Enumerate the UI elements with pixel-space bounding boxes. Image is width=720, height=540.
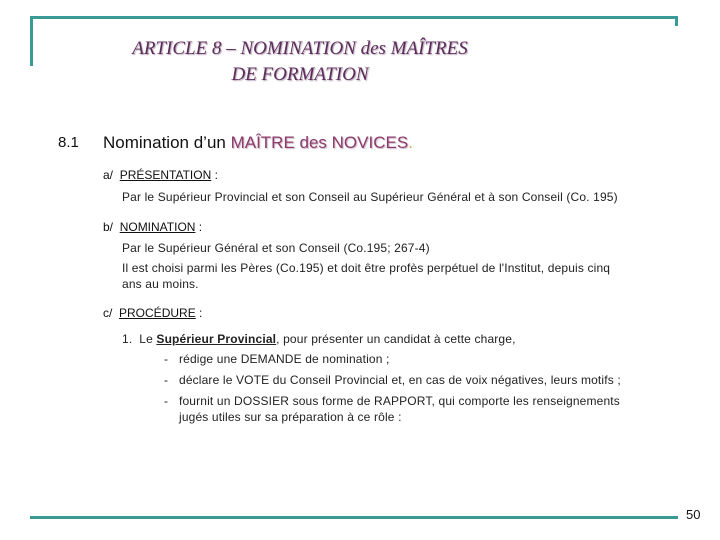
frame-top-rule — [30, 16, 678, 19]
procedure-bullet-3-continuation: jugés utiles sur sa préparation à ce rôle : — [179, 410, 402, 424]
subsection-b-line-2: Il est choisi parmi les Pères (Co.195) et doit être profès perpétuel de l'Institut, depuis cinq — [122, 261, 611, 275]
frame-left-rule — [30, 16, 33, 66]
subsection-b-line-1: Par le Supérieur Général et son Conseil (Co.195; 267-4) — [122, 241, 430, 255]
section-number: 8.1 — [58, 134, 79, 151]
frame-bottom-rule — [30, 516, 678, 519]
procedure-item-1-prefix: Le — [139, 332, 157, 346]
subsection-b-marker: b/ — [103, 220, 114, 234]
procedure-bullet-3 — [164, 393, 620, 425]
bullet-dash: - — [164, 373, 169, 387]
title-line-2: DE FORMATION — [231, 64, 369, 85]
procedure-item-1-suffix: , pour présenter un candidat à cette charge, — [276, 332, 516, 346]
section-title-end: . — [408, 133, 413, 152]
title-line-1: ARTICLE 8 – NOMINATION des MAÎTRES — [132, 38, 468, 59]
procedure-item-1-bold: Supérieur Provincial — [156, 332, 277, 346]
subsection-a-heading — [103, 168, 218, 182]
subsection-c-marker: c/ — [103, 306, 113, 320]
subsection-c-colon: : — [195, 306, 203, 320]
procedure-bullet-2 — [164, 372, 621, 388]
procedure-bullet-2-text: déclare le VOTE du Conseil Provincial et, en cas de voix négatives, leurs motifs ; — [179, 373, 621, 387]
procedure-item-1-number: 1. — [122, 332, 133, 346]
procedure-bullet-1 — [164, 351, 390, 367]
section-title — [103, 133, 413, 153]
procedure-item-1 — [122, 331, 516, 347]
bullet-dash: - — [164, 394, 169, 408]
page-number: 50 — [686, 507, 701, 522]
subsection-a-marker: a/ — [103, 168, 114, 182]
procedure-bullet-1-text: rédige une DEMANDE de nomination ; — [179, 352, 390, 366]
procedure-bullet-3-text: fournit un DOSSIER sous forme de RAPPORT, qui comporte les renseignements — [179, 394, 620, 408]
page-title — [40, 36, 560, 88]
section-title-prefix: Nomination d’un — [103, 133, 231, 152]
subsection-a-colon: : — [211, 168, 218, 182]
subsection-a-label: PRÉSENTATION — [119, 168, 212, 182]
subsection-b-colon: : — [195, 220, 203, 234]
frame-right-rule — [675, 16, 678, 26]
subsection-b-line-3: ans au moins. — [122, 277, 199, 291]
subsection-c-heading — [103, 306, 202, 320]
bullet-dash: - — [164, 352, 169, 366]
subsection-a-text: Par le Supérieur Provincial et son Conseil au Supérieur Général et à son Conseil (Co. 195) — [122, 190, 618, 204]
subsection-b-heading — [103, 220, 202, 234]
subsection-b-label: NOMINATION — [119, 220, 196, 234]
subsection-c-label: PROCÉDURE — [119, 306, 196, 320]
section-title-accent: MAÎTRE des NOVICES — [230, 133, 409, 152]
